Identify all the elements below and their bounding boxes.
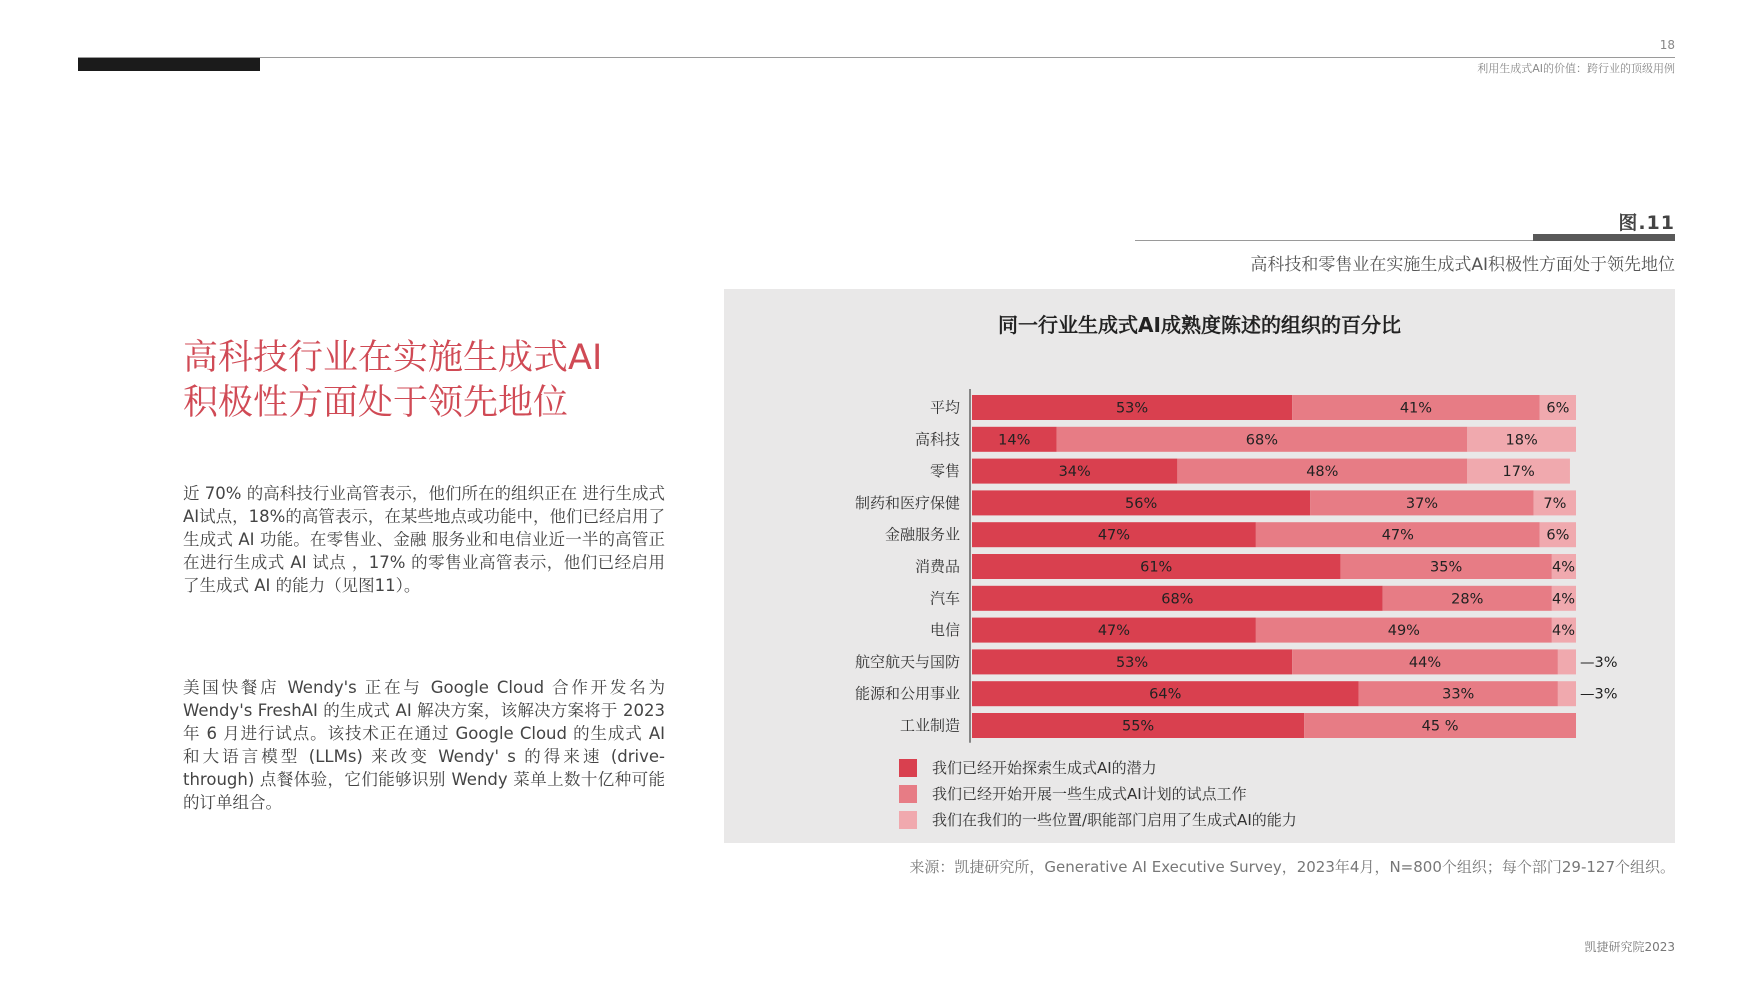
category-label: 汽车 <box>929 589 960 608</box>
bar-segment <box>1558 681 1576 706</box>
source-note: 来源：凯捷研究所，Generative AI Executive Survey，2023年4月，N=800个组织；每个部门29-127个组织。 <box>909 858 1675 876</box>
data-label: 53% <box>1115 654 1149 671</box>
footer: 凯捷研究院2023 <box>1584 940 1675 954</box>
data-label: 68% <box>1161 591 1194 608</box>
figure-accent-bar <box>1533 234 1675 241</box>
legend-swatch <box>899 811 917 829</box>
data-label: 6% <box>1546 527 1570 544</box>
category-label: 工业制造 <box>899 716 960 735</box>
data-label: 55% <box>1121 718 1155 735</box>
category-label: 制药和医疗保健 <box>854 493 960 512</box>
category-label: 零售 <box>929 462 960 481</box>
category-label: 消费品 <box>914 557 960 576</box>
data-label: 48% <box>1306 464 1339 481</box>
header-subtitle: 利用生成式AI的价值：跨行业的顶级用例 <box>1477 62 1675 75</box>
header-rule <box>78 57 1675 58</box>
data-label: 28% <box>1451 591 1484 608</box>
chart-panel <box>724 289 1675 843</box>
data-label: 68% <box>1245 432 1279 449</box>
data-label: 4% <box>1551 559 1575 576</box>
data-label: 18% <box>1505 432 1538 449</box>
data-label: 35% <box>1430 559 1463 576</box>
data-label: 47% <box>1381 527 1414 544</box>
data-label: 6% <box>1546 400 1570 417</box>
data-label: 49% <box>1387 623 1420 640</box>
data-label: 7% <box>1543 495 1567 512</box>
data-label: 47% <box>1097 623 1131 640</box>
data-label: 37% <box>1405 495 1439 512</box>
data-label: 17% <box>1502 464 1535 481</box>
data-label: —3% <box>1580 686 1618 703</box>
data-label: 4% <box>1551 623 1575 640</box>
data-label: 34% <box>1058 464 1091 481</box>
data-label: 4% <box>1551 591 1575 608</box>
category-label: 平均 <box>929 398 960 417</box>
chart-title: 同一行业生成式AI成熟度陈述的组织的百分比 <box>998 313 1401 337</box>
data-label: 41% <box>1399 400 1433 417</box>
page-number: 18 <box>1659 38 1675 52</box>
stacked-bar-chart <box>724 289 1675 843</box>
legend-label: 我们在我们的一些位置/职能部门启用了生成式AI的能力 <box>932 811 1297 829</box>
data-label: 44% <box>1408 654 1442 671</box>
data-label: 33% <box>1442 686 1475 703</box>
legend-swatch <box>899 785 917 803</box>
category-label: 航空航天与国防 <box>854 652 960 671</box>
data-label: —3% <box>1580 654 1618 671</box>
article-paragraph-1: 近 70% 的高科技行业高管表示，他们所在的组织正在 进行生成式AI试点，18%的高管表示，在某些地点或功能中，他们已经启用了生成式 AI 功能。在零售业、金融 服务业和电信业近一半的高管正在进行生成式 AI 试点 ，17% 的零售业高管表示，他们已经启用了生成式 AI 的能力（见图11）。 <box>183 484 665 595</box>
article-paragraph-2: 美国快餐店 Wendy's 正在与 Google Cloud 合作开发名为 Wendy's FreshAI 的生成式 AI 解决方案，该解决方案将于 2023 年 6 月进行试点。该技术正在通过 Google Cloud 的生成式 AI 和大语言模型 (LLMs) 来改变 Wendy' s 的得来速 (drive-through) 点餐体验，它们能够识别 Wendy 菜单上数十亿种可能的订单组合。 <box>183 678 665 812</box>
header-accent-bar <box>78 58 260 71</box>
bar-segment <box>1558 649 1576 674</box>
figure-rule <box>1135 240 1533 241</box>
category-label: 能源和公用事业 <box>854 684 960 703</box>
data-label: 45 % <box>1421 718 1459 735</box>
data-label: 47% <box>1097 527 1131 544</box>
data-label: 53% <box>1115 400 1149 417</box>
figure-caption: 高科技和零售业在实施生成式AI积极性方面处于领先地位 <box>1250 255 1675 275</box>
article-title <box>183 336 653 426</box>
article-title-line1: 高科技行业在实施生成式AI <box>183 338 603 378</box>
category-label: 电信 <box>929 621 960 640</box>
data-label: 14% <box>998 432 1031 449</box>
data-label: 56% <box>1125 495 1158 512</box>
category-label: 高科技 <box>914 430 960 449</box>
figure-label: 图.11 <box>1618 212 1675 234</box>
article-title-line2: 积极性方面处于领先地位 <box>183 383 569 423</box>
legend-swatch <box>899 759 917 777</box>
legend-label: 我们已经开始开展一些生成式AI计划的试点工作 <box>932 785 1247 803</box>
category-label: 金融服务业 <box>884 525 960 544</box>
data-label: 61% <box>1140 559 1173 576</box>
data-label: 64% <box>1149 686 1182 703</box>
legend-label: 我们已经开始探索生成式AI的潜力 <box>932 759 1157 777</box>
